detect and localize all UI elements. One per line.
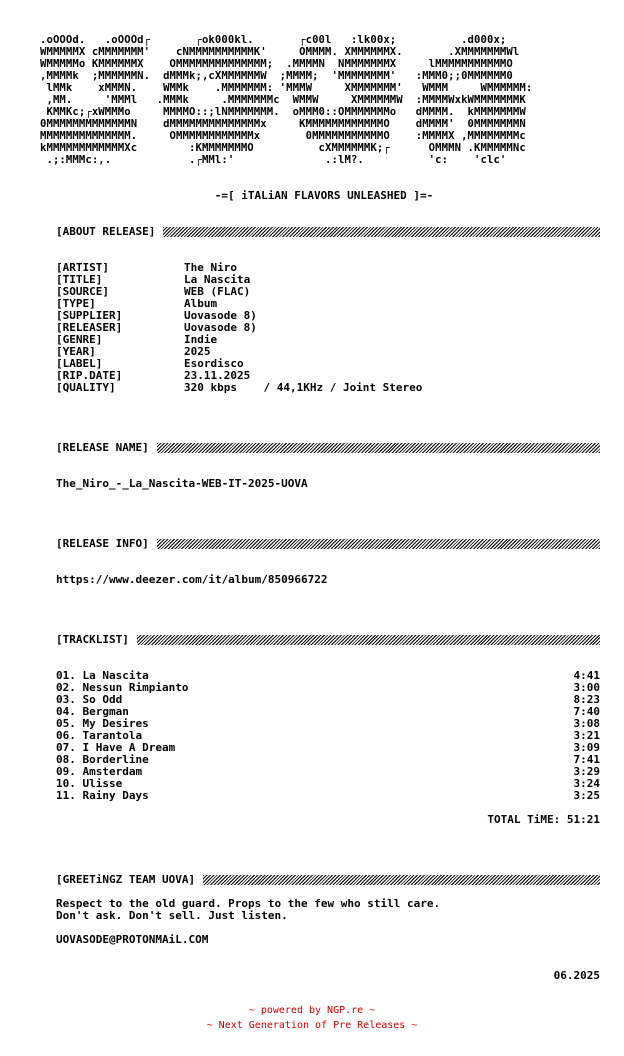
about-header-title: [ABOUT RELEASE]: [56, 225, 156, 238]
about-section: [56, 226, 600, 394]
track-title: 06. Tarantola: [56, 729, 143, 742]
track-title: 02. Nessun Rimpianto: [56, 681, 189, 694]
about-row: [56, 334, 600, 346]
about-row-key: [QUALITY]: [56, 381, 116, 394]
track-list: [56, 670, 600, 802]
track-duration: 3:29: [573, 765, 600, 778]
total-time: TOTAL TiME: 51:21: [487, 813, 600, 826]
footer-line-1[interactable]: ~ powered by NGP.re ~: [248, 1005, 376, 1016]
track-row: [56, 682, 600, 694]
greetings-line-1: Respect to the old guard. Props to the few who still care.: [56, 897, 441, 910]
about-row-key: [YEAR]: [56, 345, 96, 358]
track-title: 11. Rainy Days: [56, 789, 149, 802]
track-duration: 3:00: [573, 681, 600, 694]
release-info-header: [56, 538, 600, 550]
ascii-art-logo: .oOOOd. .oOOOd┌ ┌ok000kl. ┌c00l :lk00x; .d000x; WMMMMMX cMMMMMMM' cNMMMMMMMMMMK' OMMMM. XMMMMMMX. .XMMMMMMMWl WMMMMMo KMMMMMMX OMMMMMMMMMMMMMM; .MMMMN NMMMMMMMX lMMMMMMMMMMMO ,MMMMk ;MMMMMMN. dMMMk;,cXMMMMMMW ;MMMM; 'MMMMMMMM' :MMM0;;0MMMMMM0 lMMk xMMMN. WMMk .MMMMMMM: 'MMMW XMMMMMMM' WMMM WMMMMMM: ,MM. 'MMMl .MMMk .MMMMMMMc WMMW XMMMMMMW :MMMMWxkWMMMMMMMK KMMKc;┌xWMMMo MMMMO::;lNMMMMMMM. oMMM0::OMMMMMMMo dMMMM. kMMMMMMMW 0MMMMMMMMMMMMMN dMMMMMMMMMMMMMMx KMMMMMMMMMMMMO dMMMM' 0MMMMMMMN MMMMMMMMMMMMMM. OMMMMMMMMMMMMx 0MMMMMMMMMMMO :MMMMX ,MMMMMMMMc kMMMMMMMMMMMMXc :KMMMMMMMO cXMMMMMMK;┌ OMMMN .KMMMMMNc .;:MMMc:,. .┌MMl:' .:lM?. 'c: 'clc': [40, 34, 533, 166]
release-info-url[interactable]: https://www.deezer.com/it/album/850966722: [56, 573, 328, 586]
section-divider-bar: [157, 443, 600, 453]
track-row: [56, 790, 600, 802]
track-duration: 7:40: [573, 705, 600, 718]
track-duration: 3:09: [573, 741, 600, 754]
about-header: [56, 226, 600, 238]
nfo-document: [40, 34, 608, 982]
tagline: -=[ iTALiAN FLAVORS UNLEASHED ]=-: [214, 189, 434, 202]
section-divider-bar: [137, 635, 600, 645]
footer-line-2: ~ Next Generation of Pre Releases ~: [206, 1020, 418, 1031]
about-row-value: Uovasode 8): [184, 309, 257, 322]
release-info-header-title: [RELEASE INFO]: [56, 537, 149, 550]
about-row-key: [SUPPLIER]: [56, 309, 123, 322]
track-title: 10. Ulisse: [56, 777, 123, 790]
section-divider-bar: [163, 227, 600, 237]
tracklist-header-title: [TRACKLIST]: [56, 633, 129, 646]
about-row-value: 23.11.2025: [184, 369, 251, 382]
about-row-key: [SOURCE]: [56, 285, 109, 298]
track-duration: 3:21: [573, 729, 600, 742]
track-duration: 7:41: [573, 753, 600, 766]
about-row: [56, 346, 600, 358]
about-row-key: [TYPE]: [56, 297, 96, 310]
about-row: [56, 286, 600, 298]
about-row: [56, 322, 600, 334]
about-row-key: [TITLE]: [56, 273, 103, 286]
release-name-value: The_Niro_-_La_Nascita-WEB-IT-2025-UOVA: [56, 477, 308, 490]
about-row-value: Uovasode 8): [184, 321, 257, 334]
greetings-section: [56, 874, 600, 982]
track-title: 03. So Odd: [56, 693, 123, 706]
release-name-header: [56, 442, 600, 454]
greetings-header-title: [GREETiNGZ TEAM UOVA]: [56, 873, 196, 886]
track-row: [56, 694, 600, 706]
about-row-value: Esordisco: [184, 357, 244, 370]
about-row-key: [RIP.DATE]: [56, 369, 123, 382]
track-title: 09. Amsterdam: [56, 765, 143, 778]
track-title: 04. Bergman: [56, 705, 129, 718]
track-duration: 8:23: [573, 693, 600, 706]
track-title: 05. My Desires: [56, 717, 149, 730]
about-row: [56, 274, 600, 286]
greetings-header: [56, 874, 600, 886]
about-row-value: The Niro: [184, 261, 237, 274]
about-row-key: [LABEL]: [56, 357, 103, 370]
track-row: [56, 766, 600, 778]
footer: [0, 1003, 624, 1033]
release-name-section: [56, 442, 600, 490]
track-duration: 4:41: [573, 669, 600, 682]
about-row-value: 320 kbps / 44,1KHz / Joint Stereo: [184, 381, 423, 394]
track-title: 01. La Nascita: [56, 669, 149, 682]
about-row: [56, 382, 600, 394]
track-title: 08. Borderline: [56, 753, 149, 766]
track-duration: 3:25: [573, 789, 600, 802]
tracklist-header: [56, 634, 600, 646]
section-divider-bar: [203, 875, 600, 885]
about-row-key: [GENRE]: [56, 333, 103, 346]
about-rows: [56, 262, 600, 394]
about-row: [56, 298, 600, 310]
greetings-line-2: Don't ask. Don't sell. Just listen.: [56, 909, 288, 922]
about-row-value: WEB (FLAC): [184, 285, 251, 298]
release-date: 06.2025: [553, 969, 600, 982]
about-row-value: Album: [184, 297, 218, 310]
track-duration: 3:24: [573, 777, 600, 790]
contact-email[interactable]: UOVASODE@PROTONMAiL.COM: [56, 933, 209, 946]
about-row: [56, 358, 600, 370]
about-row: [56, 262, 600, 274]
about-row-value: La Nascita: [184, 273, 251, 286]
track-title: 07. I Have A Dream: [56, 741, 176, 754]
tracklist-section: [56, 634, 600, 826]
section-divider-bar: [157, 539, 600, 549]
track-duration: 3:08: [573, 717, 600, 730]
about-row-value: Indie: [184, 333, 218, 346]
about-row: [56, 310, 600, 322]
release-name-header-title: [RELEASE NAME]: [56, 441, 149, 454]
release-info-section: [56, 538, 600, 586]
about-row-key: [ARTIST]: [56, 261, 109, 274]
about-row-key: [RELEASER]: [56, 321, 123, 334]
about-row-value: 2025: [184, 345, 211, 358]
